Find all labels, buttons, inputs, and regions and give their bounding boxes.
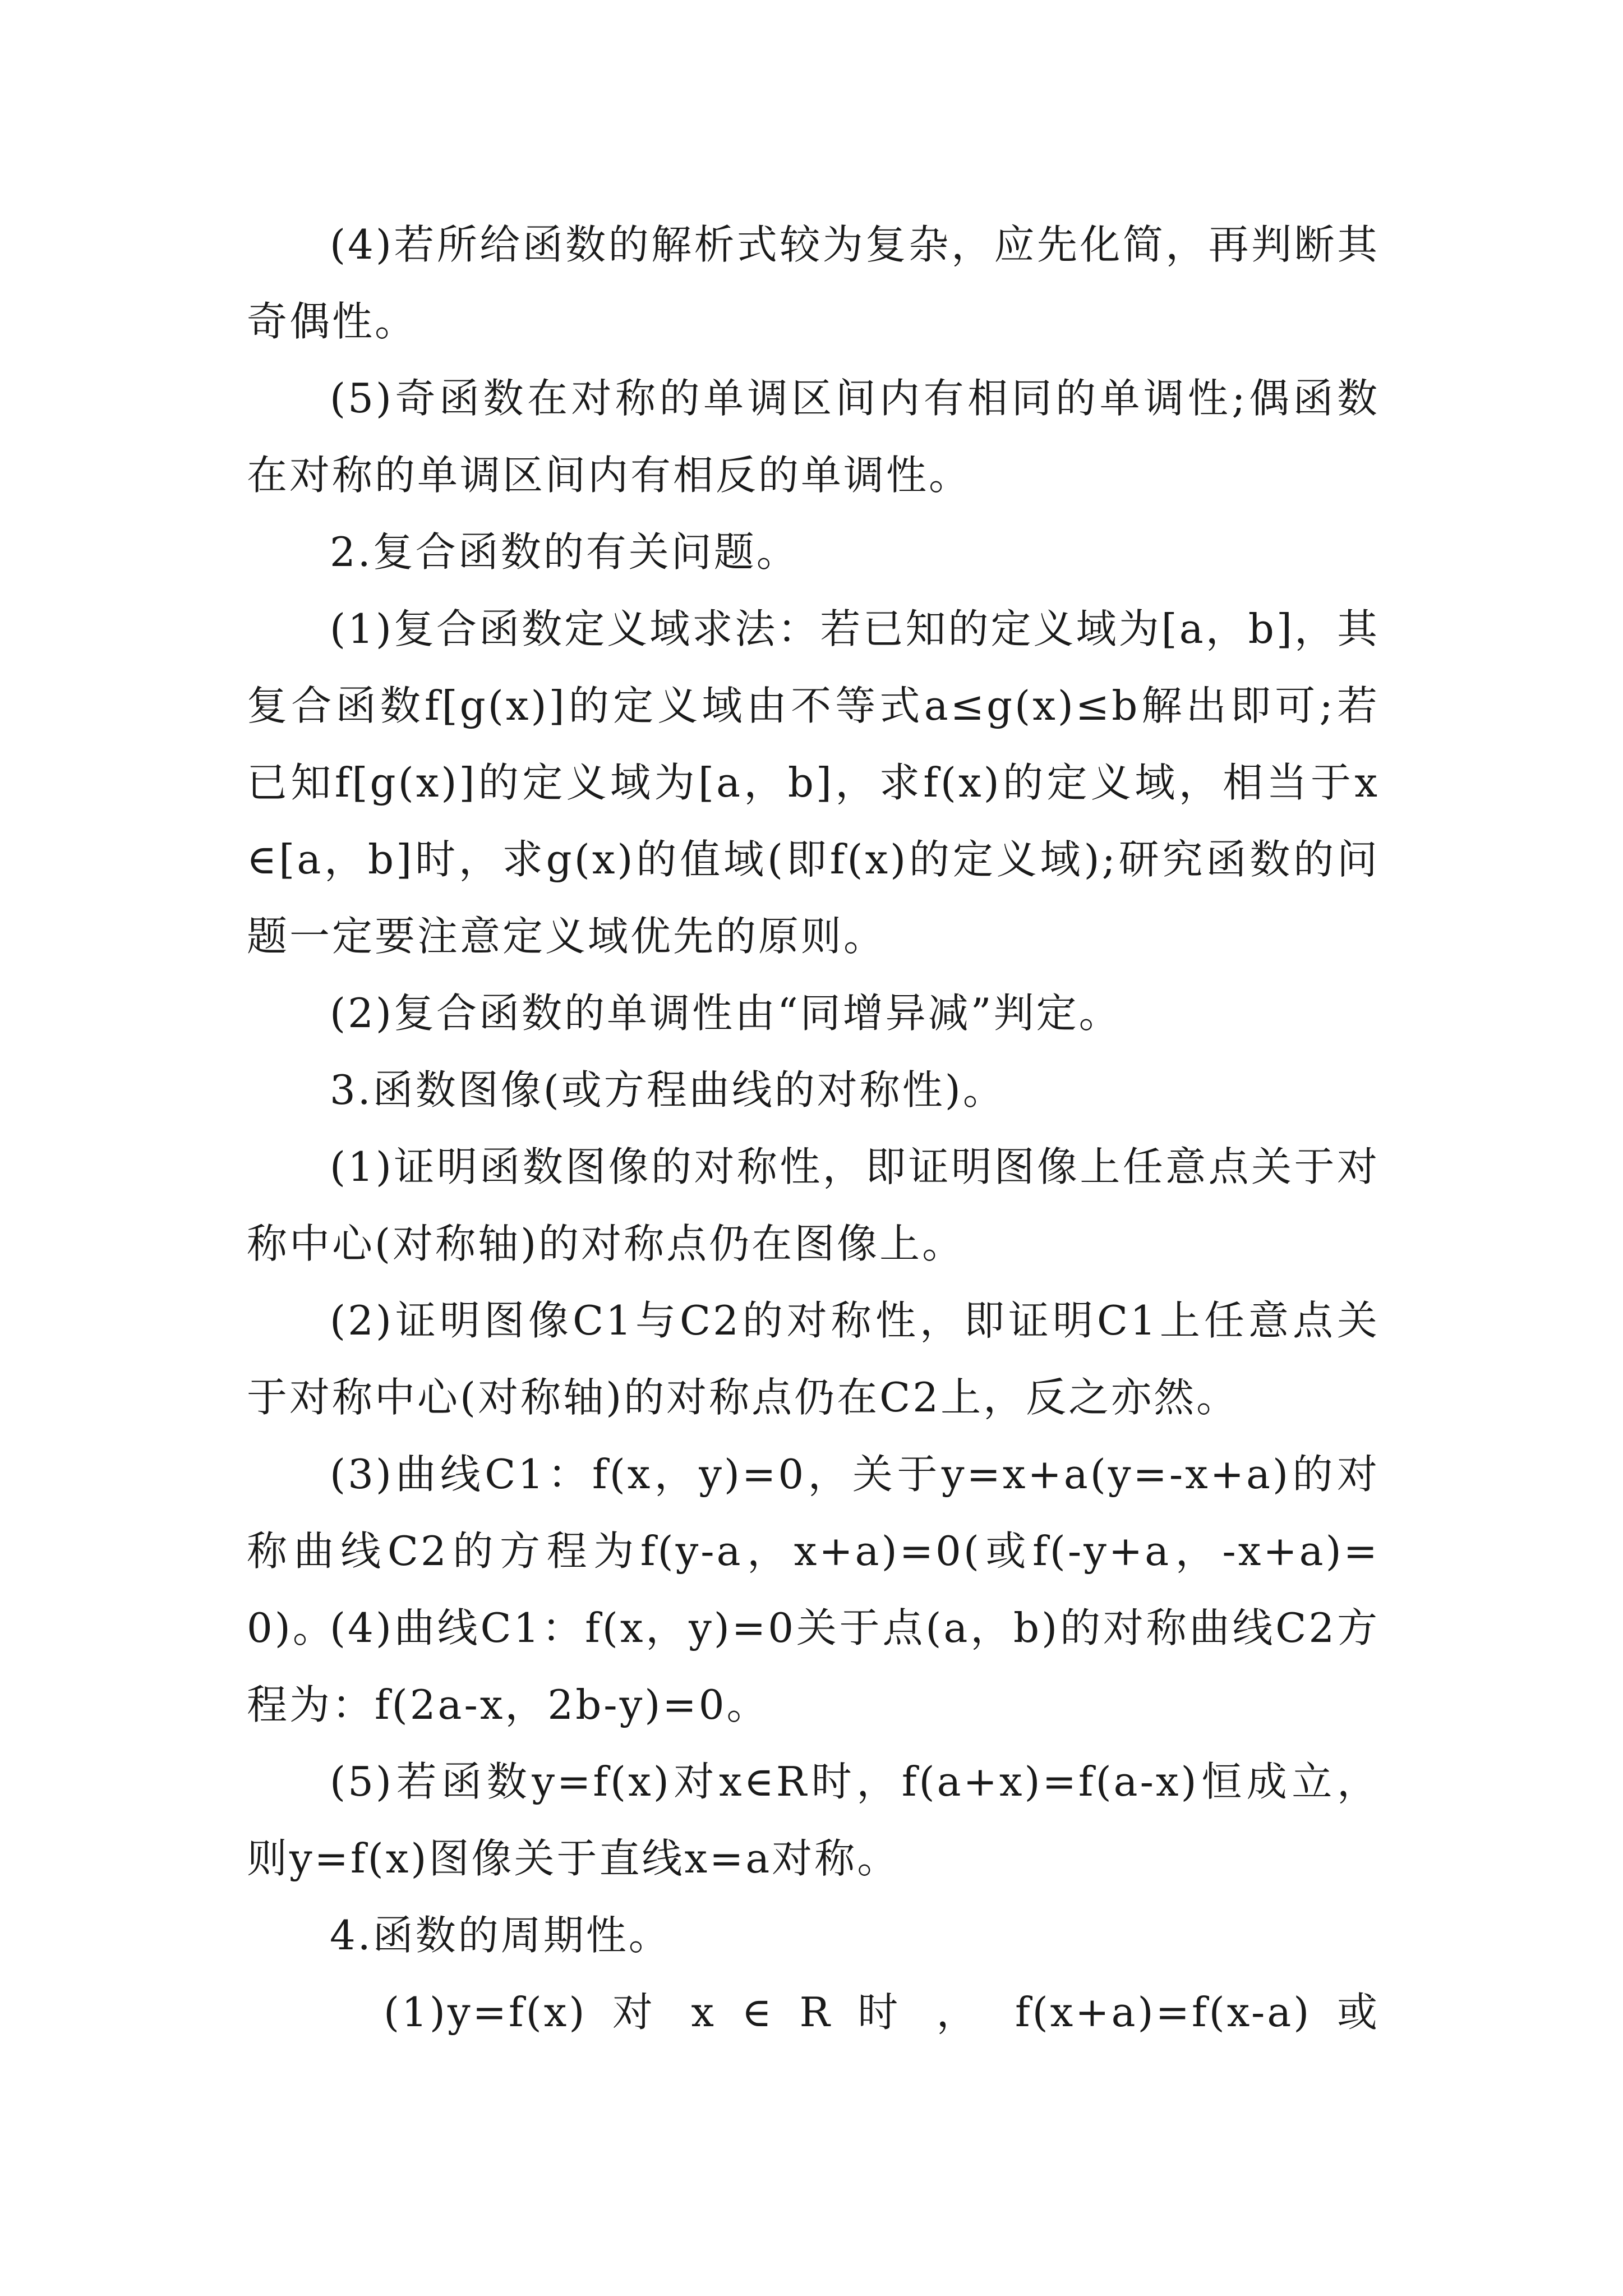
paragraph-composite-monotonicity: (2)复合函数的单调性由“同增异减”判定。 — [330, 990, 1122, 1037]
paragraph-axis-symmetry: (5)若函数y=f(x)对x∈R时，f(a+x)=f(a-x)恒成立，则y=f(x)图像关于直线x=a对称。 — [247, 1758, 1380, 1882]
paragraph-prove-graph-symmetry: (1)证明函数图像的对称性，即证明图像上任意点关于对称中心(对称轴)的对称点仍在图像上。 — [247, 1143, 1380, 1267]
paragraph-curve-line-symmetry: (3)曲线C1：f(x，y)=0，关于y=x+a(y=-x+a)的对称曲线C2的方程为f(y-a，x+a)=0(或f(-y+a，-x+a)=0)。 — [247, 1451, 1380, 1651]
paragraph-prove-c1-c2-symmetry: (2)证明图像C1与C2的对称性，即证明C1上任意点关于对称中心(对称轴)的对称点仍在C2上，反之亦然。 — [247, 1297, 1380, 1421]
paragraph-parity-simplify: (4)若所给函数的解析式较为复杂，应先化简，再判断其奇偶性。 — [247, 221, 1380, 345]
section-heading-graph-symmetry: 3.函数图像(或方程曲线的对称性)。 — [330, 1066, 1006, 1114]
paragraph-monotonicity-symmetric: (5)奇函数在对称的单调区间内有相同的单调性;偶函数在对称的单调区间内有相反的单调性。 — [247, 375, 1380, 499]
paragraph-composite-domain: (1)复合函数定义域求法：若已知的定义域为[a，b]，其复合函数f[g(x)]的定义域由不等式a≤g(x)≤b解出即可;若已知f[g(x)]的定义域为[a，b]，求f(x)的定义域，相当于x∈[a，b]时，求g(x)的值域(即f(x)的定义域);研究函数的问题一定要注意定义域优先的原则。 — [247, 605, 1380, 960]
section-heading-periodicity: 4.函数的周期性。 — [330, 1912, 671, 1959]
paragraph-periodicity-condition: (1)y=f(x) 对 x ∈ R 时 ， f(x+a)=f(x-a) 或 — [384, 1989, 1380, 2036]
section-heading-composite-functions: 2.复合函数的有关问题。 — [330, 528, 799, 576]
paragraph-curve-point-symmetry: (4)曲线C1：f(x，y)=0关于点(a，b)的对称曲线C2方程为：f(2a-x，2b-y)=0。 — [247, 1604, 1380, 1728]
